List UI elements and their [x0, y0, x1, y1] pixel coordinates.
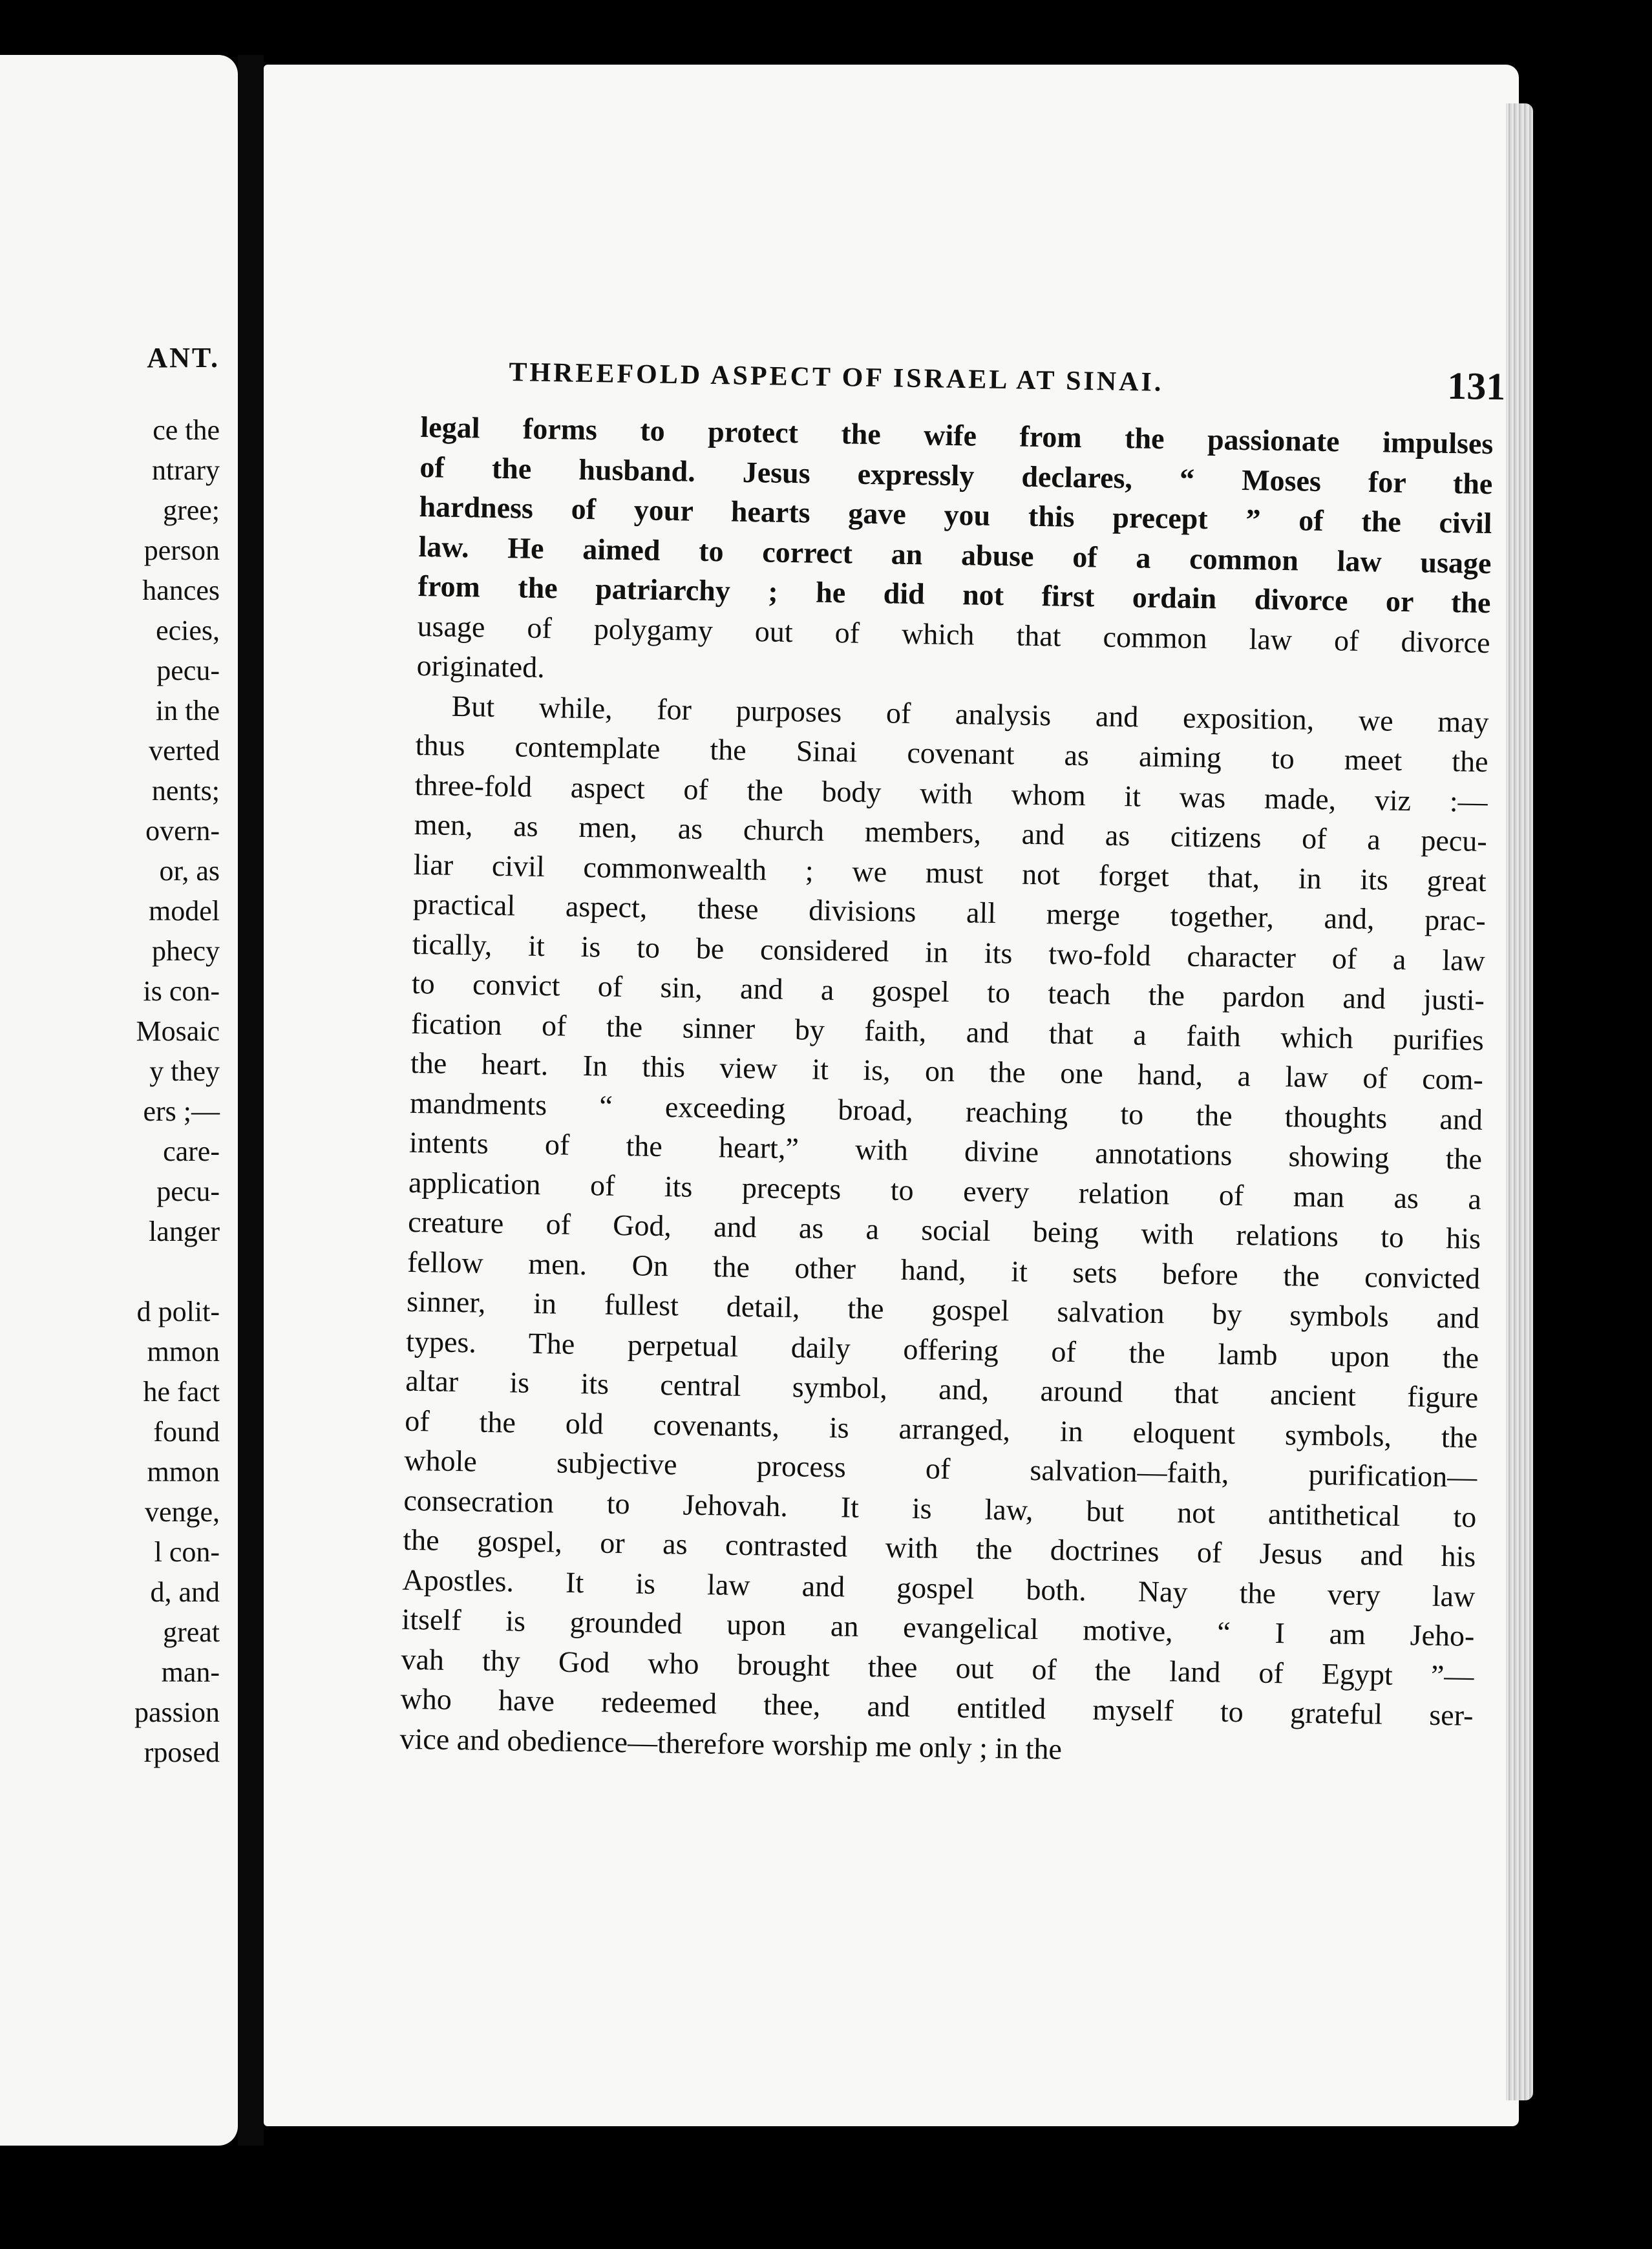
- left-line-fragment: rposed: [143, 1737, 220, 1768]
- text-line: who have redeemed thee, and entitled myself to grateful ser-: [400, 1682, 1474, 1732]
- book-gutter: [238, 55, 264, 2146]
- left-line-fragment: overn-: [145, 815, 220, 847]
- left-line-fragment: mmon: [147, 1336, 220, 1367]
- left-line-fragment: gree;: [163, 494, 220, 526]
- text-line: mandments “ exceeding broad, reaching to the thoughts and: [409, 1086, 1483, 1136]
- text-line: sinner, in fullest detail, the gospel salvation by symbols and: [406, 1284, 1480, 1335]
- text-line: the heart. In this view it is, on the one hand, a law of com-: [410, 1046, 1484, 1096]
- left-running-head-fragment: ANT.: [147, 342, 220, 374]
- left-line-fragment: passion: [134, 1696, 220, 1728]
- text-line: thus contemplate the Sinai covenant as aiming to meet the: [415, 728, 1488, 779]
- page-edges: [1506, 103, 1533, 2100]
- left-line-fragment: d polit-: [136, 1296, 220, 1327]
- right-page: [264, 65, 1519, 2126]
- text-line: vice and obedience—therefore worship me only ; in the: [399, 1722, 1063, 1766]
- left-line-fragment: pecu-: [156, 1176, 220, 1207]
- text-line: application of its precepts to every relation of man as a: [408, 1165, 1482, 1216]
- left-line-fragment: ntrary: [151, 454, 220, 486]
- text-line: creature of God, and as a social being with relations to his: [407, 1205, 1481, 1255]
- left-page-fragment: [0, 55, 238, 2146]
- left-line-fragment: [134, 1252, 220, 1292]
- text-line: vah thy God who brought thee out of the land of Egypt ”—: [401, 1642, 1474, 1693]
- left-line-fragment: hances: [142, 575, 220, 606]
- text-line: of the husband. Jesus expressly declares, “ Moses for the: [419, 450, 1493, 500]
- left-line-fragment: pecu-: [156, 655, 220, 686]
- left-line-fragment: or, as: [159, 855, 220, 887]
- text-line: Apostles. It is law and gospel both. Nay the very law: [402, 1563, 1476, 1613]
- text-line: originated.: [416, 648, 545, 684]
- left-line-fragment: in the: [156, 695, 220, 726]
- left-line-fragment: l con-: [154, 1536, 220, 1568]
- left-line-fragment: mmon: [147, 1456, 220, 1488]
- left-line-fragment: phecy: [151, 935, 220, 967]
- left-line-fragment: Mosaic: [136, 1015, 220, 1047]
- left-line-fragment: langer: [149, 1216, 220, 1247]
- left-line-fragment: nents;: [151, 775, 220, 807]
- text-line: of the old covenants, is arranged, in eloquent symbols, the: [404, 1404, 1478, 1454]
- text-line: liar civil commonwealth ; we must not forget that, in its great: [413, 847, 1487, 898]
- text-line: practical aspect, these divisions all merge together, and, prac-: [412, 887, 1487, 937]
- left-line-fragment: verted: [149, 735, 220, 766]
- left-line-fragment: model: [149, 895, 220, 927]
- text-line: to convict of sin, and a gospel to teach the pardon and justi-: [411, 966, 1485, 1017]
- text-line: three-fold aspect of the body with whom it was made, viz :—: [414, 768, 1488, 818]
- left-line-fragment: is con-: [143, 975, 220, 1007]
- text-line: from the patriarchy ; he did not first ordain divorce or the: [418, 569, 1491, 620]
- left-line-fragment: person: [143, 534, 220, 566]
- text-line: usage of polygamy out of which that common law of divorce: [417, 609, 1490, 659]
- left-line-fragment: he fact: [143, 1376, 220, 1408]
- paragraph-1: [416, 407, 1494, 702]
- text-line: whole subjective process of salvation—faith, purification—: [404, 1443, 1477, 1494]
- left-line-fragment: ce the: [153, 414, 220, 446]
- text-line: law. He aimed to correct an abuse of a common law usage: [418, 529, 1492, 580]
- text-line: types. The perpetual daily offering of the lamb upon the: [405, 1324, 1479, 1375]
- body-text: [399, 407, 1494, 1775]
- left-line-fragment: venge,: [144, 1496, 220, 1528]
- text-line: consecration to Jehovah. It is law, but not antithetical to: [403, 1483, 1477, 1534]
- running-title: THREEFOLD ASPECT OF ISRAEL AT SINAI.: [509, 357, 1164, 397]
- left-line-fragment: man-: [161, 1656, 220, 1688]
- left-text-fragments: [134, 410, 220, 1773]
- text-line: tically, it is to be considered in its two-fold character of a law: [412, 927, 1486, 977]
- text-line: the gospel, or as contrasted with the doctrines of Jesus and his: [403, 1523, 1476, 1573]
- text-line: But while, for purposes of analysis and exposition, we may: [451, 689, 1489, 739]
- running-head: [509, 349, 1506, 410]
- text-line: legal forms to protect the wife from the passionate impulses: [420, 410, 1494, 461]
- text-line: itself is grounded upon an evangelical motive, “ I am Jeho-: [401, 1602, 1475, 1652]
- left-line-fragment: y they: [149, 1055, 220, 1087]
- left-line-fragment: d, and: [150, 1576, 220, 1608]
- left-line-fragment: great: [163, 1616, 220, 1648]
- text-line: men, as men, as church members, and as citizens of a pecu-: [414, 807, 1488, 858]
- left-line-fragment: ers ;—: [143, 1095, 220, 1127]
- paragraph-2: [399, 685, 1489, 1775]
- text-line: intents of the heart,” with divine annotations showing the: [408, 1125, 1483, 1176]
- page-number: 131: [1446, 364, 1506, 408]
- text-line: fication of the sinner by faith, and that a faith which purifies: [410, 1006, 1485, 1057]
- text-line: fellow men. On the other hand, it sets before the convicted: [407, 1245, 1481, 1295]
- left-line-fragment: found: [153, 1416, 220, 1448]
- left-line-fragment: care-: [163, 1135, 220, 1167]
- text-line: altar is its central symbol, and, around that ancient figure: [405, 1364, 1479, 1414]
- left-line-fragment: ecies,: [156, 615, 220, 646]
- text-line: hardness of your hearts gave you this precept ” of the civil: [419, 489, 1492, 540]
